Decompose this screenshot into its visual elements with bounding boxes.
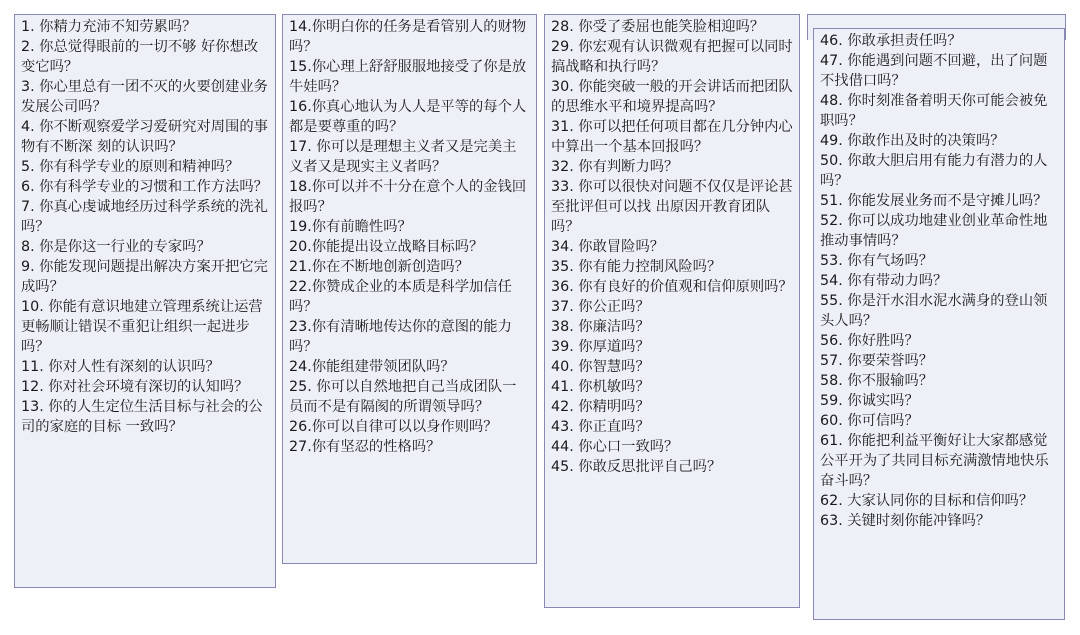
question-item: 9. 你能发现问题提出解决方案开把它完成吗？ bbox=[21, 259, 268, 295]
question-item: 33. 你可以很快对问题不仅仅是评论甚至批评但可以找 出原因开教育团队吗？ bbox=[551, 179, 793, 235]
question-item: 59. 你诚实吗？ bbox=[820, 393, 919, 409]
question-item: 52. 你可以成功地建业创业革命性地推动事情吗？ bbox=[820, 213, 1048, 249]
question-column-1 bbox=[14, 14, 276, 588]
question-item: 44. 你心口一致吗？ bbox=[551, 439, 679, 455]
question-item: 26.你可以自律可以以身作则吗？ bbox=[289, 419, 498, 435]
question-item: 17. 你可以是理想主义者又是完美主义者又是现实主义者吗？ bbox=[289, 139, 517, 175]
question-item: 49. 你敢作出及时的决策吗？ bbox=[820, 133, 1005, 149]
question-item: 57. 你要荣誉吗？ bbox=[820, 353, 934, 369]
question-item: 11. 你对人性有深刻的认识吗？ bbox=[21, 359, 220, 375]
question-item: 55. 你是汗水泪水泥水满身的登山领头人吗？ bbox=[820, 293, 1048, 329]
question-item: 60. 你可信吗？ bbox=[820, 413, 919, 429]
question-item: 32. 你有判断力吗？ bbox=[551, 159, 679, 175]
question-item: 19.你有前瞻性吗？ bbox=[289, 219, 412, 235]
question-item: 5. 你有科学专业的原则和精神吗？ bbox=[21, 159, 240, 175]
question-item: 48. 你时刻准备着明天你可能会被免职吗？ bbox=[820, 93, 1048, 129]
question-item: 15.你心理上舒舒服服地接受了你是放牛娃吗？ bbox=[289, 59, 527, 95]
question-item: 56. 你好胜吗？ bbox=[820, 333, 919, 349]
question-item: 24.你能组建带领团队吗？ bbox=[289, 359, 455, 375]
question-item: 53. 你有气场吗？ bbox=[820, 253, 934, 269]
question-item: 45. 你敢反思批评自己吗？ bbox=[551, 459, 722, 475]
question-item: 58. 你不服输吗？ bbox=[820, 373, 934, 389]
question-item: 6. 你有科学专业的习惯和工作方法吗？ bbox=[21, 179, 268, 195]
question-item: 50. 你敢大胆启用有能力有潜力的人吗？ bbox=[820, 153, 1048, 189]
question-item: 10. 你能有意识地建立管理系统让运营更畅顺让错误不重犯让组织一起进步吗？ bbox=[21, 299, 263, 355]
question-item: 39. 你厚道吗？ bbox=[551, 339, 650, 355]
question-item: 13. 你的人生定位生活目标与社会的公司的家庭的目标 一致吗？ bbox=[21, 399, 263, 435]
question-column-4 bbox=[813, 28, 1065, 620]
question-item: 16.你真心地认为人人是平等的每个人都是要尊重的吗？ bbox=[289, 99, 527, 135]
question-item: 42. 你精明吗？ bbox=[551, 399, 650, 415]
question-item: 43. 你正直吗？ bbox=[551, 419, 650, 435]
question-item: 38. 你廉洁吗？ bbox=[551, 319, 650, 335]
question-item: 37. 你公正吗？ bbox=[551, 299, 650, 315]
question-item: 14.你明白你的任务是看管别人的财物吗？ bbox=[289, 19, 527, 55]
question-item: 61. 你能把利益平衡好让大家都感觉公平开为了共同目标充满激情地快乐奋斗吗？ bbox=[820, 433, 1049, 489]
question-item: 12. 你对社会环境有深切的认知吗？ bbox=[21, 379, 249, 395]
question-item: 63. 关键时刻你能冲锋吗？ bbox=[820, 513, 991, 529]
question-item: 54. 你有带动力吗？ bbox=[820, 273, 948, 289]
question-item: 47. 你能遇到问题不回避，出了问题不找借口吗？ bbox=[820, 53, 1048, 89]
question-item: 23.你有清晰地传达你的意图的能力吗？ bbox=[289, 319, 512, 355]
question-item: 31. 你可以把任何项目都在几分钟内心中算出一个基本回报吗？ bbox=[551, 119, 793, 155]
question-item: 3. 你心里总有一团不灭的火要创建业务发展公司吗？ bbox=[21, 79, 268, 115]
question-item: 62. 大家认同你的目标和信仰吗？ bbox=[820, 493, 1034, 509]
question-item: 41. 你机敏吗？ bbox=[551, 379, 650, 395]
question-item: 36. 你有良好的价值观和信仰原则吗？ bbox=[551, 279, 793, 295]
question-item: 18.你可以并不十分在意个人的金钱回报吗？ bbox=[289, 179, 527, 215]
question-item: 40. 你智慧吗？ bbox=[551, 359, 650, 375]
question-item: 21.你在不断地创新创造吗？ bbox=[289, 259, 470, 275]
question-item: 1. 你精力充沛不知劳累吗？ bbox=[21, 19, 197, 35]
question-item: 2. 你总觉得眼前的一切不够 好你想改变它吗？ bbox=[21, 39, 259, 75]
question-item: 4. 你不断观察爱学习爱研究对周围的事物有不断深 刻的认识吗？ bbox=[21, 119, 268, 155]
question-item: 29. 你宏观有认识微观有把握可以同时搞战略和执行吗？ bbox=[551, 39, 793, 75]
question-item: 7. 你真心虔诚地经历过科学系统的洗礼吗？ bbox=[21, 199, 268, 235]
question-item: 28. 你受了委屈也能笑脸相迎吗？ bbox=[551, 19, 765, 35]
question-item: 8. 你是你这一行业的专家吗？ bbox=[21, 239, 211, 255]
question-item: 20.你能提出设立战略目标吗？ bbox=[289, 239, 484, 255]
question-item: 22.你赞成企业的本质是科学加信任吗？ bbox=[289, 279, 512, 315]
question-column-3 bbox=[544, 14, 800, 608]
question-column-2 bbox=[282, 14, 537, 564]
question-item: 46. 你敢承担责任吗？ bbox=[820, 33, 962, 49]
question-item: 51. 你能发展业务而不是守摊儿吗？ bbox=[820, 193, 1048, 209]
question-item: 35. 你有能力控制风险吗？ bbox=[551, 259, 722, 275]
question-item: 30. 你能突破一般的开会讲话而把团队的思维水平和境界提高吗？ bbox=[551, 79, 793, 115]
question-item: 25. 你可以自然地把自己当成团队一员而不是有隔阂的所谓领导吗？ bbox=[289, 379, 517, 415]
question-item: 34. 你敢冒险吗？ bbox=[551, 239, 665, 255]
question-item: 27.你有坚忍的性格吗？ bbox=[289, 439, 441, 455]
